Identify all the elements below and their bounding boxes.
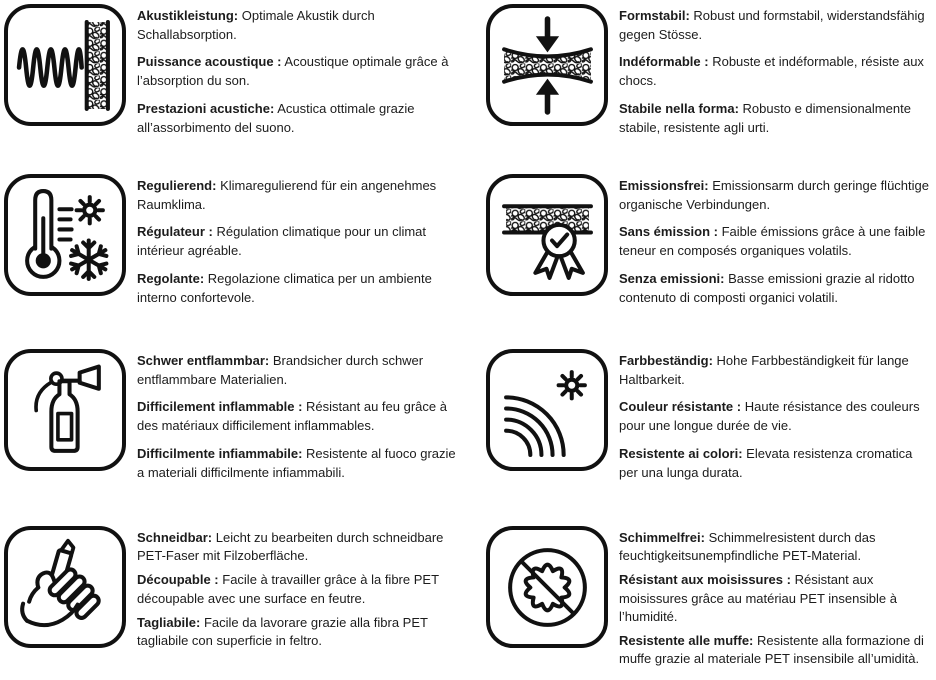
- feature-description: Facile da lavorare grazie alla fibra PET tagliabile con superficie in feltro.: [137, 614, 428, 648]
- feature-tile-mold-resistant: [468, 510, 936, 680]
- feature-label: Schwer entflammbar:: [137, 353, 270, 368]
- icon-frame: [4, 349, 126, 471]
- icon-frame: [486, 526, 608, 648]
- feature-label: Indéformable :: [619, 54, 709, 70]
- feature-description: Hohe Farbbeständigkeit für lange Haltbarkeit.: [619, 353, 909, 387]
- feature-description: Haute résistance des couleurs pour une longue durée de vie.: [619, 399, 920, 434]
- feature-description: Résistant au feu grâce à des matériaux difficilement inflammables.: [137, 399, 447, 434]
- feature-text-fr: [137, 571, 463, 607]
- feature-description: Resistente al fuoco grazie a materiali difficilmente infiammabili.: [137, 445, 456, 480]
- feature-tile-shape-stability: [468, 0, 936, 170]
- feature-text-block: [137, 174, 463, 316]
- feature-description: Acoustique optimale grâce à l’absorption du son.: [137, 54, 449, 89]
- feature-text-block: [619, 4, 933, 146]
- feature-label: Regolante:: [137, 270, 205, 286]
- feature-label: Schimmelfrei:: [619, 530, 705, 545]
- feature-tile-flame-retardant: [0, 340, 468, 510]
- feature-text-fr: [619, 223, 933, 260]
- feature-text-block: [137, 4, 463, 146]
- feature-text-fr: [137, 223, 463, 260]
- feature-description: Robuste et indéformable, résiste aux chocs.: [619, 54, 924, 89]
- feature-label: Résistant aux moisissures :: [619, 572, 791, 588]
- feature-label: Resistente alle muffe:: [619, 632, 754, 648]
- feature-text-fr: [137, 398, 463, 435]
- feature-label: Akustikleistung:: [137, 8, 239, 23]
- feature-label: Formstabil:: [619, 8, 690, 23]
- feature-label: Difficilmente infiammabile:: [137, 445, 303, 461]
- feature-text-fr: [619, 53, 933, 90]
- feature-label: Régulateur :: [137, 224, 213, 240]
- feature-text-de: [619, 177, 933, 214]
- feature-description: Klimaregulierend für ein angenehmes Raumklima.: [137, 178, 437, 212]
- feature-description: Brandsicher durch schwer entflammbare Materialien.: [137, 353, 424, 387]
- color-fastness-icon: [497, 360, 598, 461]
- feature-description: Facile à travailler grâce à la fibre PET découpable avec une surface en feutre.: [137, 572, 439, 606]
- feature-label: Stabile nella forma:: [619, 100, 739, 116]
- feature-text-it: [137, 100, 463, 137]
- feature-label: Difficilement inflammable :: [137, 399, 303, 415]
- feature-description: Optimale Akustik durch Schallabsorption.: [137, 8, 375, 42]
- feature-description: Basse emissioni grazie al ridotto contenuto di composti organici volatili.: [619, 270, 915, 305]
- feature-text-de: [619, 529, 933, 565]
- feature-text-it: [137, 445, 463, 482]
- feature-description: Regolazione climatica per un ambiente interno confortevole.: [137, 270, 432, 305]
- shape-stability-icon: [497, 15, 598, 116]
- feature-text-de: [137, 529, 463, 565]
- feature-description: Elevata resistenza cromatica per una lunga durata.: [619, 445, 913, 480]
- feature-text-it: [619, 632, 933, 668]
- feature-label: Puissance acoustique :: [137, 54, 282, 70]
- feature-label: Emissionsfrei:: [619, 178, 709, 193]
- feature-label: Regulierend:: [137, 178, 217, 193]
- feature-tile-cuttable: [0, 510, 468, 680]
- feature-label: Découpable :: [137, 572, 219, 588]
- feature-label: Tagliabile:: [137, 614, 201, 630]
- feature-label: Senza emissioni:: [619, 270, 725, 286]
- feature-text-fr: [619, 398, 933, 435]
- feature-tile-acoustic: [0, 0, 468, 170]
- feature-text-block: [619, 526, 933, 674]
- feature-label: Couleur résistante :: [619, 399, 742, 415]
- feature-label: Schneidbar:: [137, 530, 213, 545]
- icon-frame: [486, 349, 608, 471]
- feature-description: Résistant aux moisissures grâce au matériau PET insensible à l’humidité.: [619, 572, 897, 624]
- feature-description: Leicht zu bearbeiten durch schneidbare PET-Faser mit Filzoberfläche.: [137, 530, 444, 564]
- feature-text-de: [619, 7, 933, 44]
- feature-description: Robust und formstabil, widerstandsfähig gegen Stösse.: [619, 8, 925, 42]
- feature-text-block: [619, 174, 933, 316]
- feature-tile-color-fastness: [468, 340, 936, 510]
- feature-description: Faible émissions grâce à une faible teneur en composés organiques volatils.: [619, 224, 926, 259]
- flame-retardant-icon: [15, 360, 116, 461]
- cuttable-icon: [15, 537, 116, 638]
- mold-resistant-icon: [497, 537, 598, 638]
- low-emission-icon: [497, 185, 598, 286]
- feature-description: Acustica ottimale grazie all’assorbimento del suono.: [137, 100, 415, 135]
- feature-text-it: [137, 270, 463, 307]
- feature-label: Sans émission :: [619, 224, 718, 240]
- feature-text-it: [619, 445, 933, 482]
- feature-description: Régulation climatique pour un climat intérieur agréable.: [137, 224, 427, 259]
- feature-text-block: [619, 349, 933, 491]
- feature-text-fr: [137, 53, 463, 90]
- sound-absorption-icon: [15, 15, 116, 116]
- feature-text-de: [137, 352, 463, 389]
- feature-tile-climate: [0, 170, 468, 340]
- feature-text-block: [137, 526, 463, 656]
- feature-text-fr: [619, 571, 933, 626]
- feature-text-it: [619, 100, 933, 137]
- feature-text-block: [137, 349, 463, 491]
- feature-description: Schimmelresistent durch das feuchtigkeitsunempfindliche PET-Material.: [619, 530, 876, 564]
- feature-label: Farbbeständig:: [619, 353, 713, 368]
- feature-description: Emissionsarm durch geringe flüchtige organische Verbindungen.: [619, 178, 929, 212]
- feature-label: Resistente ai colori:: [619, 445, 743, 461]
- feature-description: Resistente alla formazione di muffe grazie al materiale PET insensibile all’umidità.: [619, 632, 924, 667]
- feature-text-de: [619, 352, 933, 389]
- feature-text-de: [137, 7, 463, 44]
- icon-frame: [486, 4, 608, 126]
- feature-text-it: [619, 270, 933, 307]
- icon-frame: [4, 526, 126, 648]
- feature-description: Robusto e dimensionalmente stabile, resistente agli urti.: [619, 100, 911, 135]
- feature-tile-low-emission: [468, 170, 936, 340]
- climate-regulation-icon: [15, 185, 116, 286]
- icon-frame: [4, 4, 126, 126]
- icon-frame: [486, 174, 608, 296]
- feature-text-de: [137, 177, 463, 214]
- feature-text-it: [137, 614, 463, 650]
- feature-label: Prestazioni acustiche:: [137, 100, 275, 116]
- icon-frame: [4, 174, 126, 296]
